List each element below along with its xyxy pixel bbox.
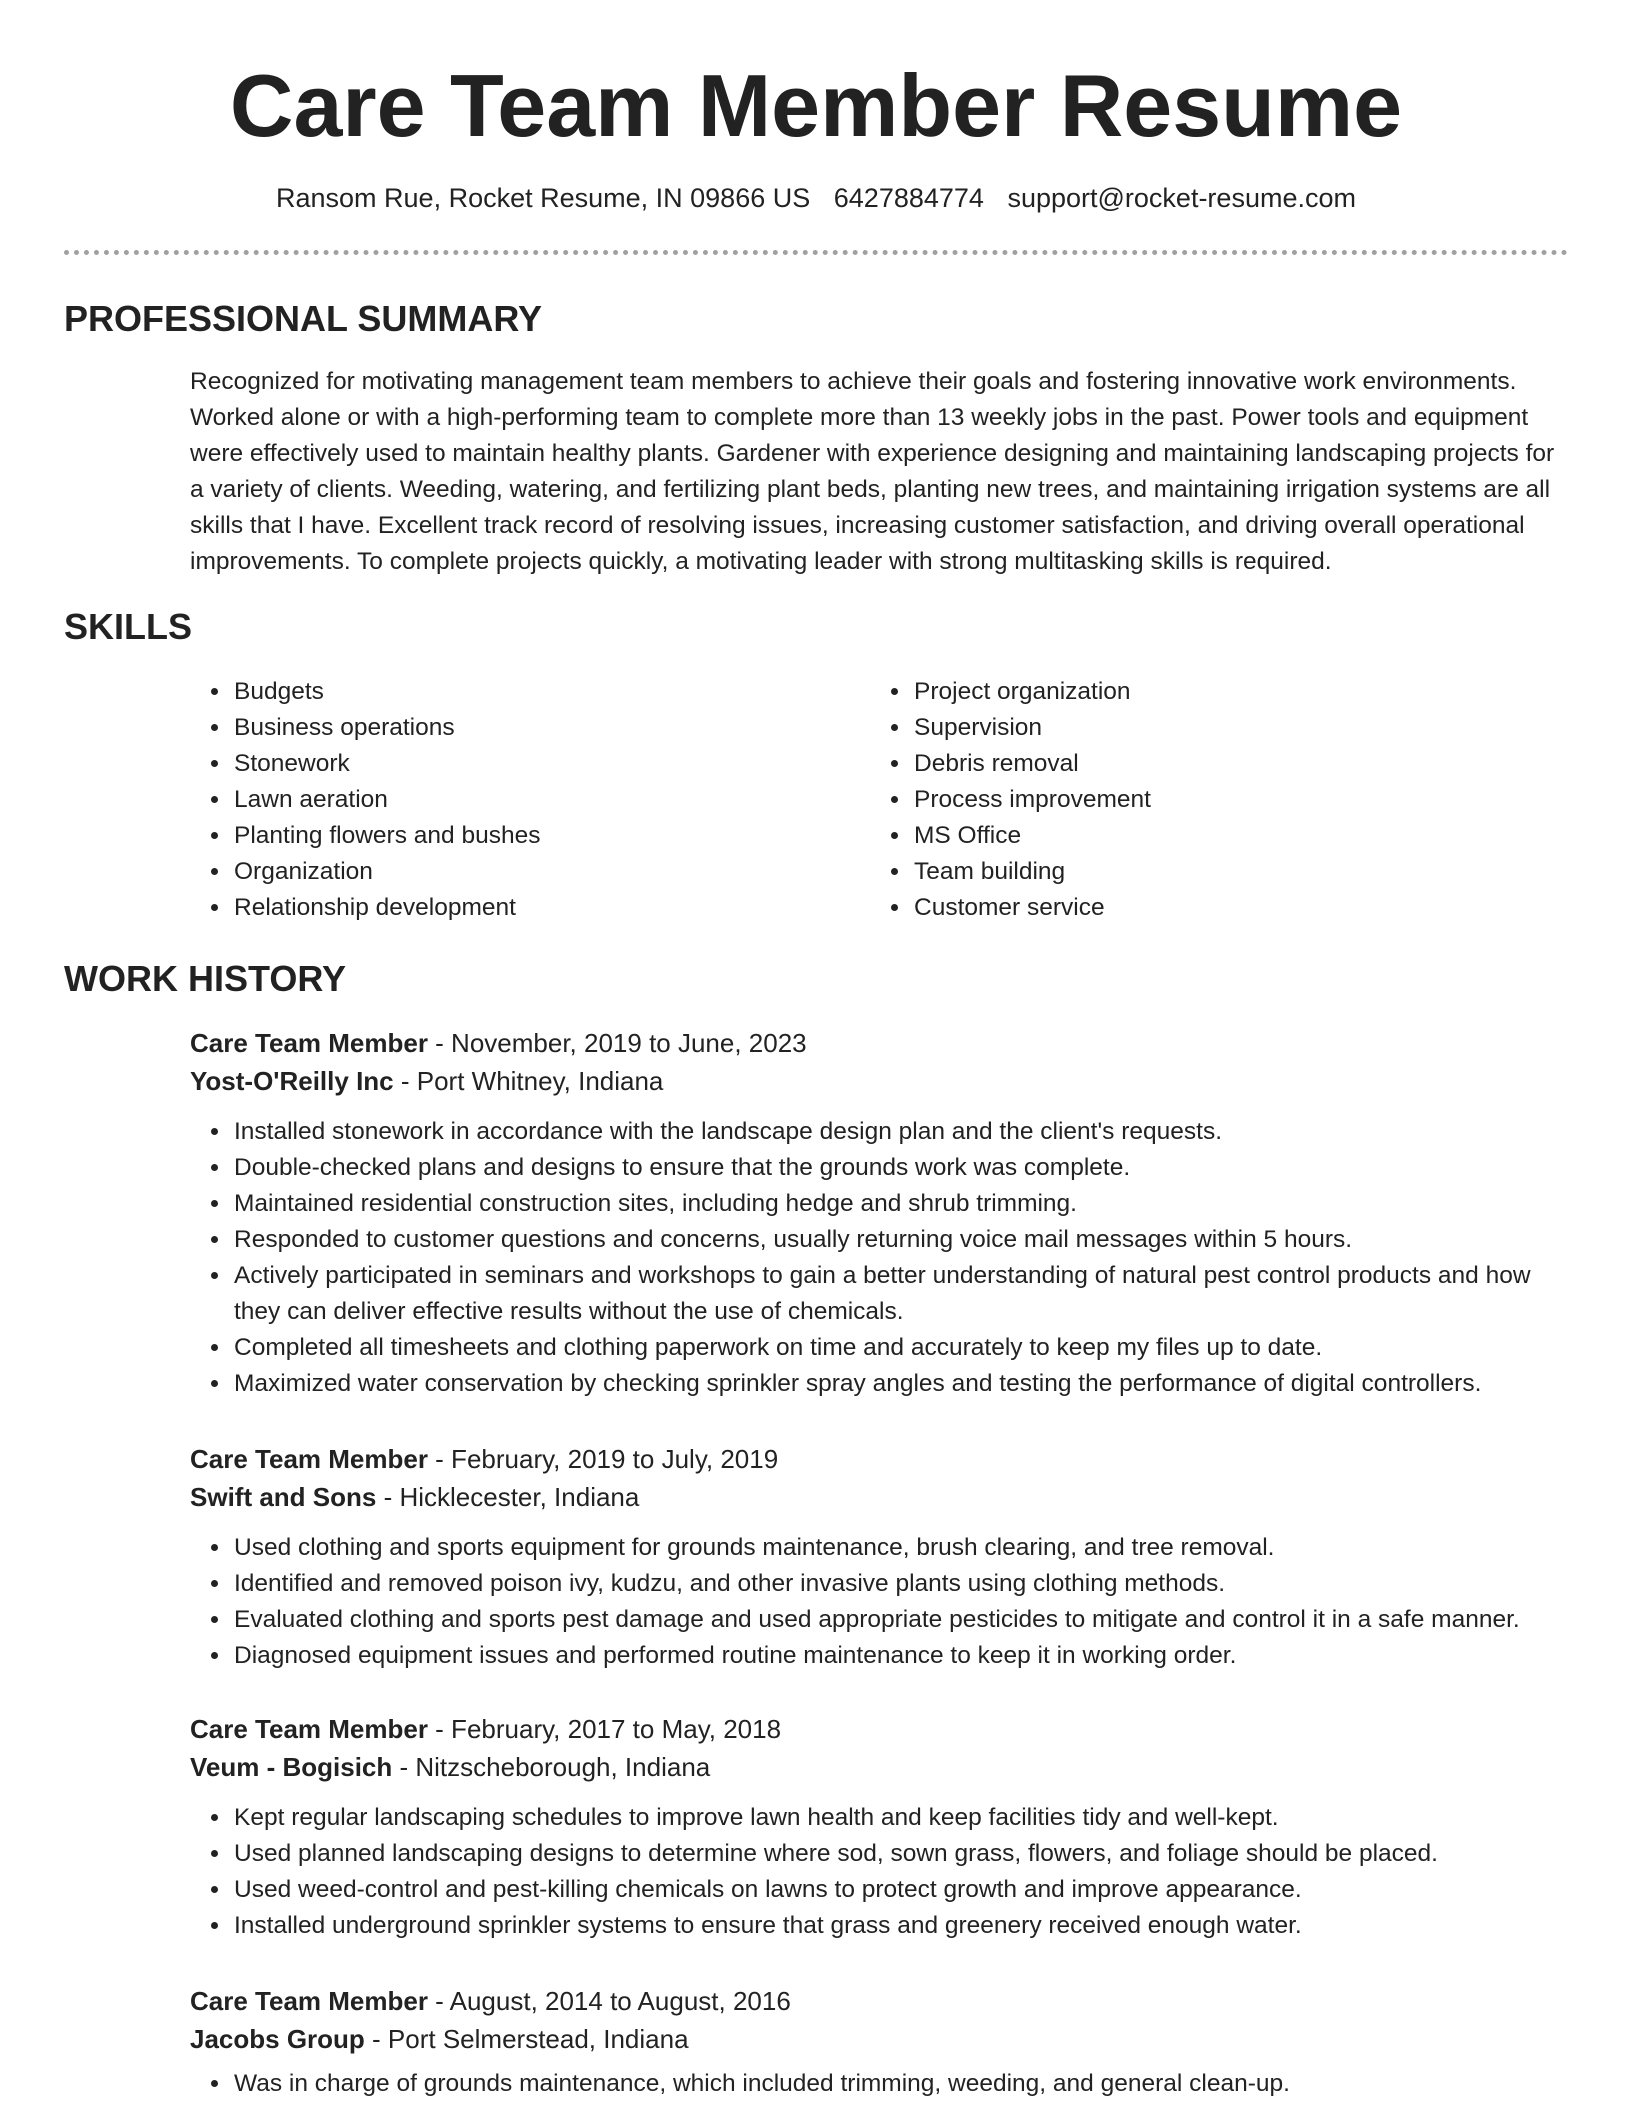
job-company: Swift and Sons bbox=[190, 1482, 377, 1512]
job-duties bbox=[190, 1530, 1570, 1674]
job-duties bbox=[190, 1114, 1570, 1402]
job-duty: • Double-checked plans and designs to ensure that the grounds work was complete. bbox=[232, 1150, 1570, 1186]
job-duty: • Evaluated clothing and sports pest damage and used appropriate pesticides to mitigate and control it in a safe manner. bbox=[232, 1602, 1570, 1638]
contact-address: Ransom Rue, Rocket Resume, IN 09866 US bbox=[276, 183, 811, 213]
job-duty: • Actively participated in seminars and workshops to gain a better understanding of natural pest control products and how they can deliver effective results without the use of chemicals. bbox=[232, 1258, 1570, 1330]
job-entry bbox=[190, 1710, 1570, 1944]
job-dates: - February, 2019 to July, 2019 bbox=[427, 1444, 779, 1474]
job-duties bbox=[190, 2066, 1570, 2102]
skill-item: • Debris removal bbox=[912, 746, 1512, 782]
contact-phone: 6427884774 bbox=[833, 183, 984, 213]
skills-list-right bbox=[870, 674, 1512, 926]
job-entry bbox=[190, 1024, 1570, 1402]
contact-email[interactable]: support@rocket-resume.com bbox=[1007, 183, 1356, 213]
job-dates: - February, 2017 to May, 2018 bbox=[427, 1714, 782, 1744]
job-dates: - November, 2019 to June, 2023 bbox=[427, 1028, 807, 1058]
job-location: - Hicklecester, Indiana bbox=[376, 1482, 640, 1512]
job-duty: • Was in charge of grounds maintenance, which included trimming, weeding, and general clean-up. bbox=[232, 2066, 1570, 2102]
job-company-line bbox=[190, 1062, 1570, 1100]
skill-item: • Budgets bbox=[232, 674, 832, 710]
skill-item: • Customer service bbox=[912, 890, 1512, 926]
job-duty: • Maintained residential construction sites, including hedge and shrub trimming. bbox=[232, 1186, 1570, 1222]
skill-item: • Process improvement bbox=[912, 782, 1512, 818]
job-duty: • Used clothing and sports equipment for grounds maintenance, brush clearing, and tree removal. bbox=[232, 1530, 1570, 1566]
job-company-line bbox=[190, 1748, 1570, 1786]
skills-list-left bbox=[190, 674, 832, 926]
job-duty: • Used weed-control and pest-killing chemicals on lawns to protect growth and improve appearance. bbox=[232, 1872, 1570, 1908]
job-duty: • Responded to customer questions and concerns, usually returning voice mail messages within 5 hours. bbox=[232, 1222, 1570, 1258]
job-role: Care Team Member bbox=[190, 1444, 428, 1474]
job-duties bbox=[190, 1800, 1570, 1944]
job-company: Jacobs Group bbox=[190, 2024, 365, 2054]
summary-text: Recognized for motivating management team members to achieve their goals and fostering innovative work environments. Worked alone or with a high-performing team to complete more than 13 weekly jobs in the past. Power tools and equipment were effectively used to maintain healthy plants. Gardener with experience designing and maintaining landscaping projects for a variety of clients. Weeding, watering, and fertilizing plant beds, planting new trees, and maintaining irrigation systems are all skills that I have. Excellent track record of resolving issues, increasing customer satisfaction, and driving overall operational improvements. To complete projects quickly, a motivating leader with strong multitasking skills is required. bbox=[190, 368, 1555, 575]
summary-heading: PROFESSIONAL SUMMARY bbox=[64, 298, 543, 339]
skill-item: • Team building bbox=[912, 854, 1512, 890]
work-history-heading: WORK HISTORY bbox=[64, 958, 347, 999]
skill-item: • Stonework bbox=[232, 746, 832, 782]
job-duty: • Completed all timesheets and clothing paperwork on time and accurately to keep my files up to date. bbox=[232, 1330, 1570, 1366]
job-company: Yost-O'Reilly Inc bbox=[190, 1066, 394, 1096]
job-role: Care Team Member bbox=[190, 1028, 428, 1058]
skill-item: • Business operations bbox=[232, 710, 832, 746]
skill-item: • Organization bbox=[232, 854, 832, 890]
header-divider bbox=[64, 250, 1568, 255]
job-duty: • Used planned landscaping designs to determine where sod, sown grass, flowers, and foliage should be placed. bbox=[232, 1836, 1570, 1872]
skills-heading: SKILLS bbox=[64, 606, 193, 647]
job-entry bbox=[190, 1982, 1570, 2102]
job-role: Care Team Member bbox=[190, 1986, 428, 2016]
job-dates: - August, 2014 to August, 2016 bbox=[427, 1986, 791, 2016]
job-location: - Nitzscheborough, Indiana bbox=[392, 1752, 711, 1782]
job-title-line bbox=[190, 1982, 1570, 2020]
resume-title: Care Team Member Resume bbox=[229, 56, 1403, 155]
skill-item: • Planting flowers and bushes bbox=[232, 818, 832, 854]
job-title-line bbox=[190, 1440, 1570, 1478]
skill-item: • MS Office bbox=[912, 818, 1512, 854]
job-entry bbox=[190, 1440, 1570, 1674]
job-company: Veum - Bogisich bbox=[190, 1752, 393, 1782]
job-location: - Port Selmerstead, Indiana bbox=[364, 2024, 689, 2054]
skill-item: • Lawn aeration bbox=[232, 782, 832, 818]
job-duty: • Diagnosed equipment issues and performed routine maintenance to keep it in working order. bbox=[232, 1638, 1570, 1674]
skill-item: • Relationship development bbox=[232, 890, 832, 926]
job-duty: • Maximized water conservation by checking sprinkler spray angles and testing the performance of digital controllers. bbox=[232, 1366, 1570, 1402]
job-company-line bbox=[190, 1478, 1570, 1516]
skill-item: • Project organization bbox=[912, 674, 1512, 710]
job-duty: • Identified and removed poison ivy, kudzu, and other invasive plants using clothing methods. bbox=[232, 1566, 1570, 1602]
job-duty: • Installed underground sprinkler systems to ensure that grass and greenery received enough water. bbox=[232, 1908, 1570, 1944]
job-role: Care Team Member bbox=[190, 1714, 428, 1744]
skill-item: • Supervision bbox=[912, 710, 1512, 746]
job-duty: • Kept regular landscaping schedules to improve lawn health and keep facilities tidy and well-kept. bbox=[232, 1800, 1570, 1836]
job-company-line bbox=[190, 2020, 1570, 2058]
job-title-line bbox=[190, 1024, 1570, 1062]
job-location: - Port Whitney, Indiana bbox=[393, 1066, 664, 1096]
contact-line bbox=[0, 180, 1632, 216]
job-title-line bbox=[190, 1710, 1570, 1748]
job-duty: • Installed stonework in accordance with the landscape design plan and the client's requests. bbox=[232, 1114, 1570, 1150]
